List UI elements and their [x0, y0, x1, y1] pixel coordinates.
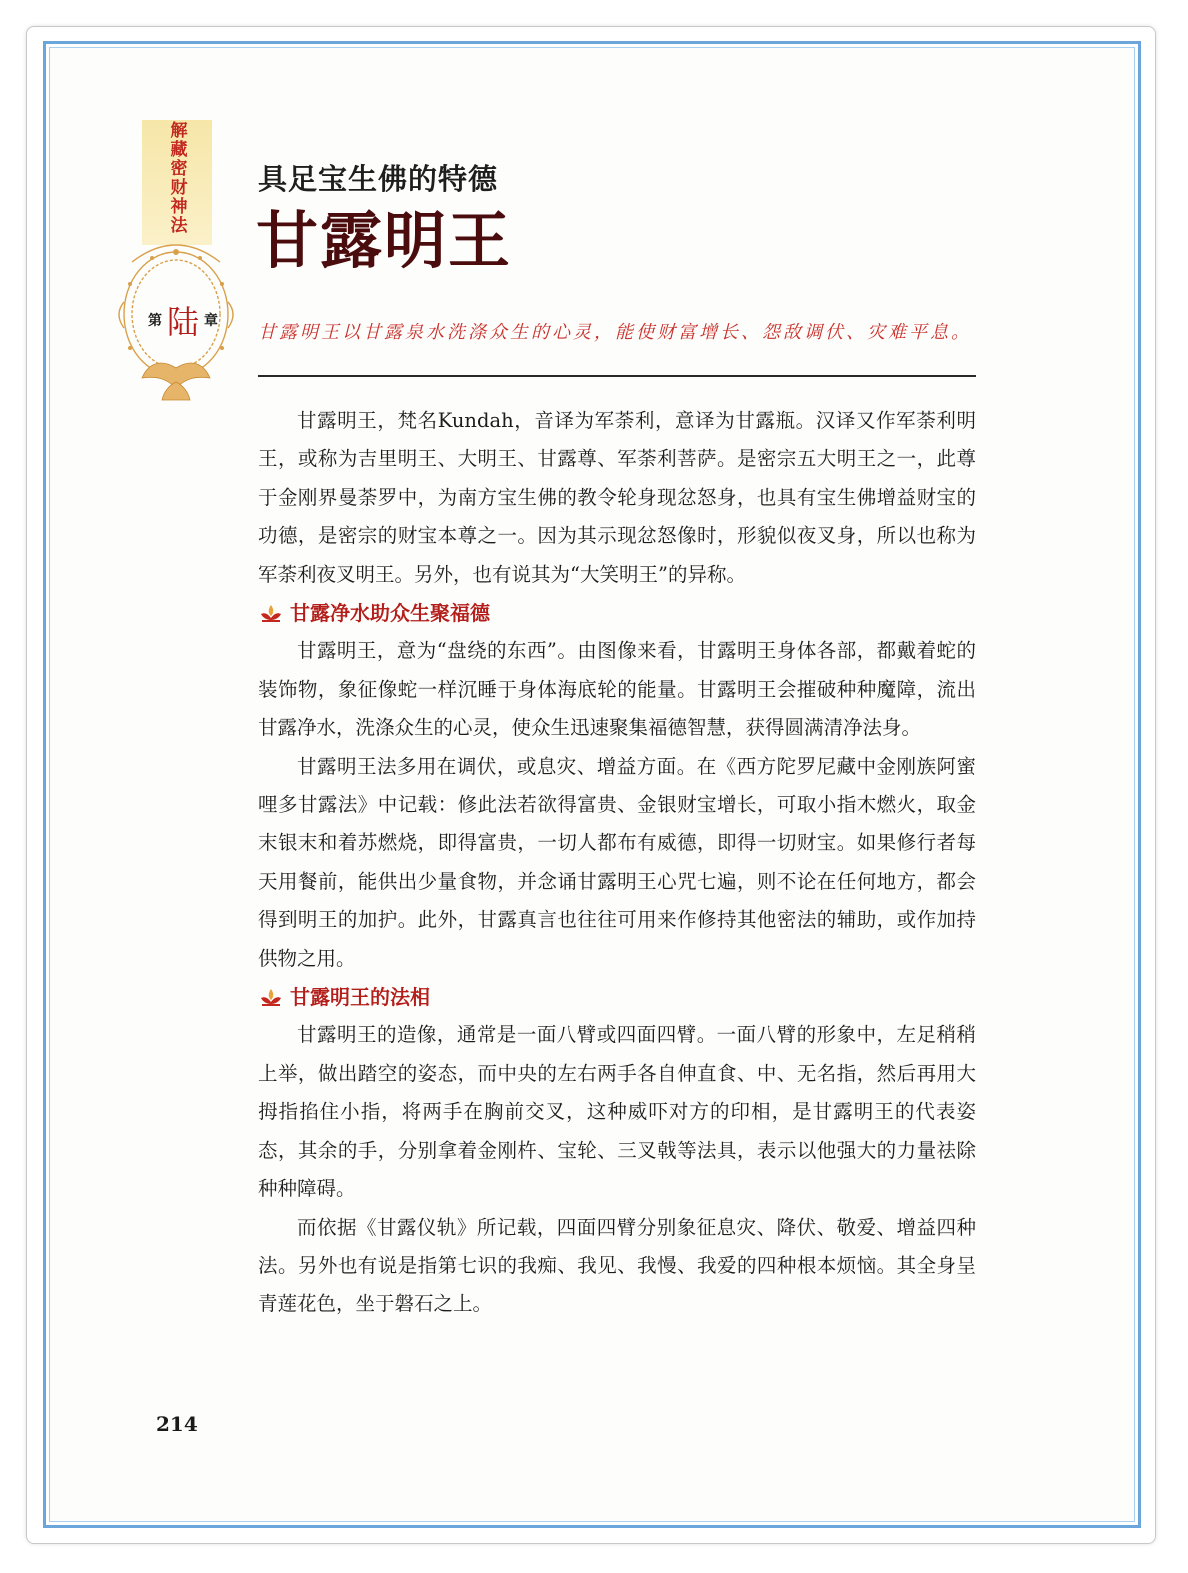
- section-heading-label: 甘露净水助众生聚福德: [290, 601, 490, 626]
- chapter-label: [148, 300, 218, 340]
- section-heading: [258, 978, 976, 1016]
- section-paragraph: 甘露明王的造像，通常是一面八臂或四面四臂。一面八臂的形象中，左足稍稍上举，做出踏空的姿态，而中央的左右两手各自伸直食、中、无名指，然后再用大拇指掐住小指，将两手在胸前交叉，这种威吓对方的印相，是甘露明王的代表姿态，其余的手，分别拿着金刚杵、宝轮、三叉戟等法具，表示以他强大的力量祛除种种障碍。: [258, 1023, 976, 1201]
- chapter-number: 陆: [166, 303, 199, 341]
- body-text: [258, 402, 976, 1324]
- chapter-suffix: 章: [203, 313, 218, 329]
- title-divider: [258, 375, 976, 377]
- page-tagline: 甘露明王以甘露泉水洗涤众生的心灵，能使财富增长、怨敌调伏、灾难平息。: [258, 322, 972, 343]
- lotus-bullet-icon: [258, 603, 284, 623]
- page-title: 甘露明王: [256, 204, 513, 277]
- intro-paragraph: 甘露明王，梵名Kundah，音译为军荼利，意译为甘露瓶。汉译又作军荼利明王，或称为吉里明王、大明王、甘露尊、军荼利菩萨。是密宗五大明王之一，此尊于金刚界曼荼罗中，为南方宝生佛的教令轮身现忿怒身，也具有宝生佛增益财宝的功德，是密宗的财宝本尊之一。因为其示现忿怒像时，形貌似夜叉身，所以也称为军荼利夜叉明王。另外，也有说其为“大笑明王”的异称。: [258, 409, 976, 586]
- chapter-prefix: 第: [148, 313, 162, 329]
- lotus-bullet-icon: [258, 987, 284, 1007]
- section-heading-label: 甘露明王的法相: [290, 985, 430, 1010]
- page-number: 214: [156, 1412, 198, 1436]
- side-tab-label: 解藏密财神法: [170, 121, 188, 236]
- page-subtitle: 具足宝生佛的特德: [258, 162, 499, 196]
- section-paragraph: 甘露明王法多用在调伏，或息灾、增益方面。在《西方陀罗尼藏中金刚族阿蜜哩多甘露法》中记载：修此法若欲得富贵、金银财宝增长，可取小指木燃火，取金末银末和着苏燃烧，即得富贵，一切人都布有威德，即得一切财宝。如果修行者每天用餐前，能供出少量食物，并念诵甘露明王心咒七遍，则不论在任何地方，都会得到明王的加护。此外，甘露真言也往往可用来作修持其他密法的辅助，或作加持供物之用。: [258, 754, 976, 970]
- section-heading: [258, 594, 976, 632]
- section-paragraph: 而依据《甘露仪轨》所记载，四面四臂分别象征息灾、降伏、敬爱、增益四种法。另外也有说是指第七识的我痴、我见、我慢、我爱的四种根本烦恼。其全身呈青莲花色，坐于磐石之上。: [258, 1215, 976, 1316]
- section-paragraph: 甘露明王，意为“盘绕的东西”。由图像来看，甘露明王身体各部，都戴着蛇的装饰物，象征像蛇一样沉睡于身体海底轮的能量。甘露明王会摧破种种魔障，流出甘露净水，洗涤众生的心灵，使众生迅速聚集福德智慧，获得圆满清净法身。: [258, 639, 976, 740]
